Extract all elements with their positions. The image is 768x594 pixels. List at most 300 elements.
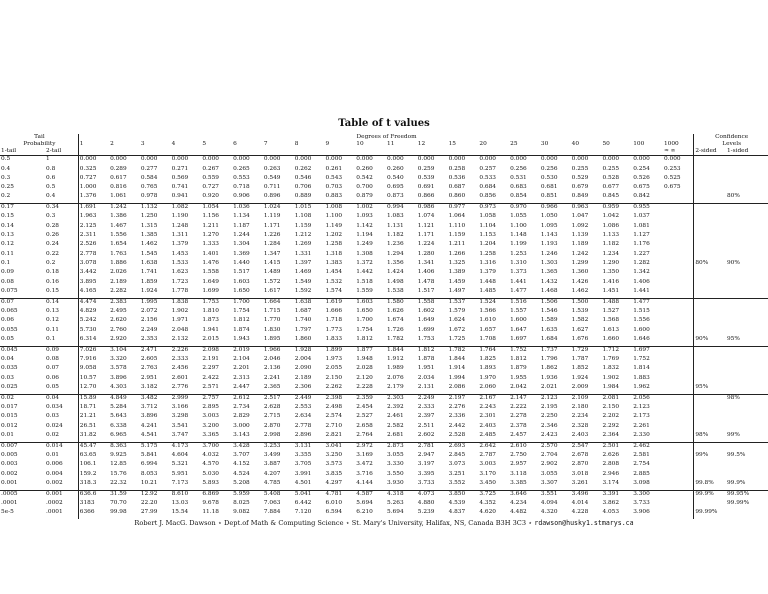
t-value	[663, 365, 694, 374]
t-value: 1.878	[417, 356, 435, 363]
t-value: 2.056	[632, 394, 663, 404]
t-value: 3.733	[633, 500, 650, 507]
t-value: 1.127	[633, 232, 650, 239]
t-value: 3.166	[171, 404, 189, 411]
t-value: 2.570	[540, 442, 571, 452]
t-value: 2.693	[448, 442, 479, 452]
one-tail-prob: 0.4	[1, 165, 11, 172]
t-value: 1.092	[571, 222, 589, 229]
t-value: 159.2	[78, 471, 109, 480]
t-value: 0.569	[171, 174, 189, 181]
t-value: 1.984	[602, 384, 620, 391]
t-value: 2.787	[479, 452, 496, 459]
t-value: 11.18	[202, 509, 219, 516]
t-value: 13.03	[171, 500, 189, 507]
t-value: 5.643	[110, 413, 127, 420]
t-value: 8.610	[171, 490, 202, 500]
t-value: 106.1	[78, 461, 109, 470]
t-value: 1.516	[509, 298, 540, 308]
t-value	[663, 509, 694, 519]
t-value: 3.197	[417, 461, 435, 468]
t-value: 2.120	[356, 374, 373, 381]
t-value: 1.058	[479, 213, 496, 220]
table-row	[0, 509, 768, 519]
t-value: 1.478	[417, 278, 435, 285]
t-value: 3.906	[633, 509, 650, 516]
t-value: 0.260	[387, 165, 404, 172]
t-value: 1.877	[355, 346, 386, 356]
t-value	[663, 384, 694, 394]
two-sided-level: 98%	[694, 432, 726, 442]
t-value: 1.537	[448, 298, 479, 308]
t-value: 6.442	[294, 500, 312, 507]
two-sided-level	[694, 223, 726, 232]
t-value: 2.610	[509, 442, 540, 452]
t-value: 1.189	[571, 241, 589, 248]
t-value: 3.104	[109, 346, 140, 356]
t-value: 31.59	[109, 490, 140, 500]
t-value: 1.557	[510, 308, 527, 315]
t-value: 2.234	[571, 413, 589, 420]
t-value: 2.009	[571, 384, 589, 391]
t-value: 1.095	[540, 222, 558, 229]
one-tail-prob: 0.075	[1, 288, 18, 295]
t-value: 2.602	[417, 432, 435, 439]
t-value: 3.078	[78, 260, 109, 269]
two-sided-level	[694, 298, 726, 308]
t-value: 5.951	[171, 470, 189, 477]
t-value: 1.697	[632, 346, 663, 356]
table-row	[0, 442, 768, 452]
t-value: 1.270	[202, 232, 219, 239]
t-value: 0.684	[479, 184, 496, 191]
two-sided-level	[694, 184, 726, 193]
t-value: 0.816	[110, 184, 127, 191]
t-value: 12.85	[110, 461, 127, 468]
t-value: 3.174	[602, 480, 620, 487]
t-value: 2.553	[294, 404, 312, 411]
t-value: 1.532	[325, 278, 343, 285]
t-value: 15.89	[78, 394, 109, 404]
t-value: 2.378	[510, 422, 527, 429]
t-value	[663, 203, 694, 213]
two-sided-level: 95%	[694, 384, 726, 394]
t-value: 1.211	[202, 222, 219, 229]
one-sided-level	[726, 346, 768, 356]
t-value: 1.873	[202, 317, 219, 324]
t-value: 2.626	[602, 452, 620, 459]
t-value: 2.364	[602, 432, 620, 439]
t-value: 5.321	[171, 461, 189, 468]
t-value: 1.592	[294, 288, 312, 295]
t-value: 3.700	[201, 442, 232, 452]
confidence-header-line2: Levels	[694, 141, 768, 148]
t-value: 1.199	[510, 241, 527, 248]
one-sided-level	[726, 375, 768, 384]
t-value: 1.844	[448, 356, 466, 363]
table-row	[0, 156, 768, 166]
t-value: 1.008	[325, 203, 356, 213]
t-value: 3.573	[325, 461, 343, 468]
t-value: 1.373	[510, 269, 527, 276]
t-value: 2.423	[540, 432, 558, 439]
two-sided-level	[694, 308, 726, 317]
one-sided-level	[726, 175, 768, 184]
t-value: 3.482	[140, 394, 171, 404]
t-value: 2.081	[601, 394, 632, 404]
two-tail-prob: 0.2	[46, 260, 56, 267]
footer	[0, 519, 768, 527]
one-tail-prob: 0.2	[1, 193, 11, 200]
table-row	[0, 480, 768, 490]
t-value: 1.497	[448, 288, 466, 295]
t-value: 1.602	[417, 308, 435, 315]
t-value: 1.825	[479, 356, 496, 363]
t-value: 4.482	[510, 509, 527, 516]
t-value: 1.356	[387, 260, 404, 267]
t-value: 3.862	[602, 500, 620, 507]
two-sided-level	[694, 404, 726, 413]
t-value: 0.959	[601, 203, 632, 213]
two-tail-prob: 0.18	[46, 269, 59, 276]
t-value: 1.000	[78, 184, 109, 193]
t-value: 2.243	[479, 404, 496, 411]
t-value: 5.694	[387, 509, 404, 516]
t-value: 1.454	[325, 269, 343, 276]
t-value: 4.228	[571, 509, 589, 516]
two-tail-prob: 0.024	[46, 422, 63, 429]
t-value: 0.536	[448, 174, 466, 181]
t-value: 1.406	[633, 278, 650, 285]
t-value: 1.862	[540, 365, 558, 372]
two-tail-prob: 0.11	[46, 326, 59, 333]
t-value: 1.365	[540, 269, 558, 276]
t-value: 1.081	[633, 222, 650, 229]
t-value: 1.187	[233, 222, 250, 229]
t-value: 1.149	[325, 222, 343, 229]
t-value: 0.963	[571, 203, 602, 213]
t-value: 1.350	[602, 269, 620, 276]
t-value: 6.594	[325, 509, 343, 516]
t-value: 1.672	[448, 326, 466, 333]
t-value: 1.545	[140, 250, 158, 257]
t-value: 3.835	[325, 470, 343, 477]
one-sided-level: 95%	[726, 336, 740, 343]
t-value: 2.750	[510, 452, 527, 459]
two-sided-level: 99%	[694, 452, 726, 461]
two-sided-level	[694, 175, 726, 184]
t-value: 4.524	[233, 470, 250, 477]
t-value: 6366	[78, 509, 109, 519]
t-value: 3.182	[140, 384, 158, 391]
t-value: 2.754	[633, 461, 650, 468]
t-value: 2.276	[448, 404, 466, 411]
two-sided-level: 90%	[694, 336, 726, 346]
t-value: 4.541	[140, 432, 158, 439]
t-value: 1.796	[540, 356, 558, 363]
t-value: 1.331	[294, 250, 312, 257]
t-value: 6.965	[110, 432, 127, 439]
t-value: 1.994	[448, 374, 466, 381]
t-value: 1.568	[602, 317, 620, 324]
t-value: 1.782	[448, 346, 479, 356]
t-value: 2.076	[387, 374, 404, 381]
t-value	[663, 346, 694, 356]
t-value: 3.895	[78, 279, 109, 288]
t-value: 2.026	[110, 269, 127, 276]
t-value: 4.829	[78, 308, 109, 317]
t-value: 0.977	[448, 203, 479, 213]
t-value: 1.699	[417, 326, 435, 333]
t-value: 0.553	[233, 174, 250, 181]
one-tail-prob: 0.13	[1, 232, 14, 239]
t-value	[663, 356, 694, 365]
t-value: 1.973	[325, 356, 343, 363]
t-value: 2.574	[325, 413, 343, 420]
t-value: 3.646	[509, 490, 540, 500]
t-value: 0.681	[540, 184, 558, 191]
t-value: 0.525	[663, 174, 681, 181]
table-row	[0, 279, 768, 288]
t-value: 1.280	[417, 250, 435, 257]
t-value: 8.025	[233, 500, 250, 507]
t-value: 2.896	[294, 432, 312, 439]
t-value: 0.683	[510, 184, 527, 191]
t-value: 4.241	[140, 422, 158, 429]
two-tail-prob: 1	[46, 156, 50, 162]
t-value: 1.139	[571, 232, 589, 239]
t-value: 0.973	[478, 203, 509, 213]
t-value: 4.173	[171, 442, 202, 452]
t-value: 1.132	[140, 203, 171, 213]
t-value: 4.297	[325, 480, 343, 487]
t-value: 1.812	[356, 336, 373, 343]
t-value: 4.539	[448, 500, 466, 507]
t-value: 4.303	[110, 384, 127, 391]
t-value: 3.450	[479, 480, 496, 487]
one-sided-level	[726, 442, 768, 452]
two-tail-prob: 0.02	[46, 432, 59, 439]
t-value: 2.131	[417, 384, 435, 391]
table-row	[0, 423, 768, 432]
t-value: 0.542	[356, 174, 373, 181]
t-value: 1.379	[171, 241, 189, 248]
t-value: 1.852	[571, 365, 589, 372]
two-sided-level	[694, 356, 726, 365]
t-value: 1.086	[602, 222, 620, 229]
two-tail-prob: 0.15	[46, 288, 59, 295]
t-value: 1.500	[571, 298, 602, 308]
t-value: 2.710	[325, 422, 343, 429]
t-value: 1.159	[448, 232, 466, 239]
table-row	[0, 471, 768, 480]
two-tail-prob: 0.8	[46, 165, 56, 172]
t-value: 1.190	[171, 213, 189, 220]
two-tail-prob: 0.26	[46, 232, 59, 239]
t-value: 1.902	[602, 374, 620, 381]
t-value: 0.000	[294, 156, 312, 162]
t-value: 4.053	[602, 509, 620, 516]
t-value: 1.476	[202, 260, 219, 267]
t-value: 0.617	[110, 174, 127, 181]
t-value	[663, 232, 694, 241]
t-value: 0.695	[387, 184, 404, 191]
t-value: 3.391	[601, 490, 632, 500]
t-value: 2.222	[510, 404, 527, 411]
t-value: 1.284	[263, 241, 281, 248]
t-value: 1.769	[602, 356, 620, 363]
t-value: 1.448	[479, 278, 496, 285]
t-value: 0.325	[78, 166, 109, 175]
t-value	[663, 452, 694, 461]
t-value	[663, 423, 694, 432]
one-sided-level	[726, 404, 768, 413]
t-value: 5.239	[417, 509, 435, 516]
t-value: 9.678	[202, 500, 219, 507]
t-value: 1.477	[632, 298, 663, 308]
t-value: 2.511	[417, 422, 435, 429]
one-tail-prob: 0.012	[1, 422, 18, 429]
t-value: 1.269	[294, 241, 312, 248]
t-value: 1.948	[356, 356, 373, 363]
t-value: 0.261	[325, 165, 343, 172]
t-value: 2.895	[202, 404, 219, 411]
t-value: 1.657	[479, 326, 496, 333]
t-value: 1.753	[201, 298, 232, 308]
t-value: 1.832	[602, 365, 620, 372]
t-value: 2.202	[602, 413, 620, 420]
t-value: 1.432	[540, 278, 558, 285]
t-value: 3.716	[356, 470, 373, 477]
t-value: 0.546	[294, 174, 312, 181]
t-value: 4.880	[417, 500, 435, 507]
t-value: 3.887	[263, 461, 281, 468]
table-row	[0, 365, 768, 374]
t-value: 2.090	[294, 365, 312, 372]
t-value: 1.290	[602, 260, 620, 267]
t-value: 2.189	[110, 278, 127, 285]
t-value: 3.307	[540, 480, 558, 487]
t-value: 3.930	[387, 480, 404, 487]
t-value: 1.015	[294, 203, 325, 213]
t-value: 1.093	[356, 213, 373, 220]
t-value: 1.498	[387, 278, 404, 285]
t-value: 1.294	[387, 250, 404, 257]
t-value: 10.21	[140, 480, 158, 487]
table-row	[0, 490, 768, 500]
t-value: 2.261	[633, 422, 650, 429]
t-value: 1.176	[633, 241, 650, 248]
t-value: 5.408	[263, 490, 294, 500]
one-tail-prob: 0.1	[1, 260, 11, 267]
two-sided-level	[694, 156, 726, 166]
t-value: 2.873	[386, 442, 417, 452]
t-value: 1.566	[479, 308, 496, 315]
t-value: 2.485	[479, 432, 496, 439]
t-value: 1.902	[171, 308, 189, 315]
t-value: 0.955	[632, 203, 663, 213]
t-value: 1.752	[633, 356, 650, 363]
t-value: 1.664	[263, 298, 294, 308]
t-value: 1.995	[140, 298, 171, 308]
one-sided-level	[726, 203, 768, 213]
t-value: 1.895	[263, 336, 281, 343]
t-value: 2.517	[263, 394, 294, 404]
t-value: 1.248	[171, 222, 189, 229]
table-row	[0, 356, 768, 365]
t-value: 4.320	[540, 509, 558, 516]
t-value: 5.263	[387, 500, 404, 507]
t-value: 1.318	[325, 250, 343, 257]
two-sided-level	[694, 471, 726, 480]
table-row	[0, 317, 768, 326]
one-tail-prob: 0.02	[0, 394, 45, 404]
t-value: 2.620	[110, 317, 127, 324]
t-value: 3.330	[387, 461, 404, 468]
t-value: 27.99	[140, 509, 158, 516]
t-value: 0.000	[448, 156, 466, 162]
two-sided-level	[694, 288, 726, 298]
table-row	[0, 336, 768, 346]
t-value: 2.902	[540, 461, 558, 468]
t-value: 1.467	[110, 222, 127, 229]
t-value: 1.589	[540, 317, 558, 324]
t-value	[663, 461, 694, 470]
t-value: 3.712	[140, 404, 158, 411]
t-value: 3.261	[571, 480, 589, 487]
t-value: 3.055	[540, 470, 558, 477]
two-sided-level	[694, 442, 726, 452]
t-value: 0.539	[417, 174, 435, 181]
t-value: 22.20	[140, 500, 158, 507]
t-value: 3.169	[356, 452, 373, 459]
t-value: 2.262	[325, 384, 343, 391]
t-value: 3.251	[448, 470, 466, 477]
t-value: 2.197	[448, 394, 479, 404]
t-value: 1.624	[448, 317, 466, 324]
two-sided-level: 99.99%	[694, 509, 726, 519]
t-value: 2.228	[356, 384, 373, 391]
one-sided-level	[726, 356, 768, 365]
two-tail-prob: 0.03	[46, 413, 59, 420]
t-value: 4.207	[263, 470, 281, 477]
t-value: 3.041	[325, 442, 356, 452]
two-tail-prob: 0.13	[46, 308, 59, 315]
t-value: 0.994	[386, 203, 417, 213]
t-value: 2.501	[601, 442, 632, 452]
tail-header-line2: Probability	[23, 141, 56, 147]
t-value: 1.047	[571, 213, 589, 220]
t-value: 0.677	[602, 184, 620, 191]
t-value: 2.021	[540, 384, 558, 391]
table-row	[0, 432, 768, 442]
t-value: 0.540	[387, 174, 404, 181]
t-value: 0.879	[356, 193, 373, 200]
t-value: 1.787	[571, 356, 589, 363]
t-value: 0.679	[571, 184, 589, 191]
t-value: 1.236	[387, 241, 404, 248]
t-value	[663, 404, 694, 413]
t-value: 1.955	[510, 374, 527, 381]
one-tail-prob: 0.12	[1, 241, 14, 248]
t-value: 1.379	[479, 269, 496, 276]
t-value: 2.449	[294, 394, 325, 404]
two-sided-level	[694, 365, 726, 374]
t-value	[663, 336, 694, 346]
t-value: 2.359	[355, 394, 386, 404]
t-value: 1.249	[356, 241, 373, 248]
t-value: 0.845	[602, 193, 620, 200]
